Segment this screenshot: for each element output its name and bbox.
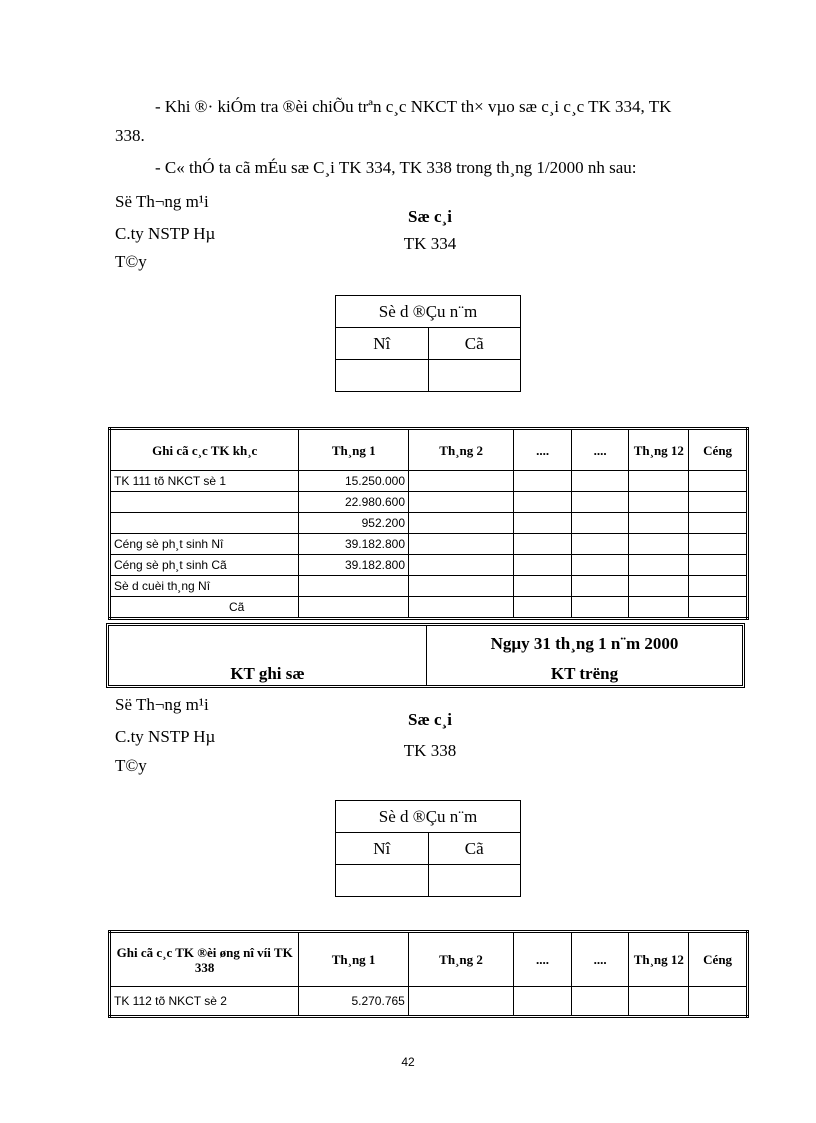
credit-label: Cã [428, 328, 521, 360]
debit-value [336, 360, 429, 392]
table-row: Cã [110, 597, 748, 619]
col-header: .... [571, 932, 629, 987]
credit-label: Cã [428, 833, 521, 865]
ledger-table-2 [108, 930, 749, 1018]
col-header: Th¸ng 2 [408, 932, 513, 987]
chief-accountant-label: KT trëng [550, 664, 619, 683]
org-name-2: Së Th¬ng m¹i [115, 695, 209, 714]
ledger-title-2: Sæ c¸i [408, 710, 452, 729]
table-row: TK 112 tõ NKCT sè 2 5.270.765 [110, 987, 748, 1017]
opening-balance-header: Sè d ®Çu n¨m [336, 801, 521, 833]
col-header: Th¸ng 1 [299, 429, 409, 471]
table-row: Sè d cuèi th¸ng Nî [110, 576, 748, 597]
debit-label: Nî [336, 328, 429, 360]
credit-value [428, 360, 521, 392]
opening-balance-table-1 [335, 295, 521, 392]
intro-line-1: - Khi ®· kiÓm tra ®èi chiÕu trªn c¸c NKCT th× vµo sæ c¸i c¸c TK 334, TK [155, 97, 672, 116]
credit-value [428, 865, 521, 897]
signature-left [109, 626, 427, 685]
ledger-header-row [110, 932, 748, 987]
ledger-header-row [110, 429, 748, 471]
signature-date: Ngµy 31 th¸ng 1 n¨m 2000 [490, 634, 679, 653]
table-row: TK 111 tõ NKCT sè 1 15.250.000 [110, 471, 748, 492]
col-header: Th¸ng 2 [409, 429, 514, 471]
ledger-account-1: TK 334 [403, 234, 457, 253]
org-company-2-cont: T©y [115, 756, 147, 775]
debit-label: Nî [336, 833, 429, 865]
table-row: Céng sè ph¸t sinh Nî 39.182.800 [110, 534, 748, 555]
table-row: Céng sè ph¸t sinh Cã 39.182.800 [110, 555, 748, 576]
col-header: .... [514, 429, 572, 471]
opening-balance-table-2 [335, 800, 521, 897]
col-header: Céng [689, 429, 748, 471]
col-header: .... [571, 429, 629, 471]
org-company-1-cont: T©y [115, 252, 147, 271]
org-company-1: C.ty NSTP Hµ [115, 224, 216, 243]
ledger-title-1: Sæ c¸i [408, 207, 452, 226]
col-header: Th¸ng 12 [629, 429, 689, 471]
col-header: Th¸ng 12 [629, 932, 689, 987]
page-number: 42 [401, 1055, 415, 1069]
ledger-table-1 [108, 427, 749, 620]
table-row: 22.980.600 [110, 492, 748, 513]
debit-value [336, 865, 429, 897]
intro-line-2: - C« thÓ ta cã mÉu sæ C¸i TK 334, TK 338 trong th¸ng 1/2000 nh sau: [155, 158, 637, 177]
col-header: .... [514, 932, 572, 987]
col-header: Ghi cã c¸c TK kh¸c [110, 429, 299, 471]
intro-line-1-cont: 338. [115, 126, 145, 145]
bookkeeper-label: KT ghi sæ [230, 664, 305, 683]
col-header: Céng [689, 932, 748, 987]
col-header: Th¸ng 1 [299, 932, 409, 987]
opening-balance-header: Sè d ®Çu n¨m [336, 296, 521, 328]
col-header: Ghi cã c¸c TK ®èi øng nî víi TK 338 [110, 932, 299, 987]
signature-right [427, 626, 742, 685]
org-company-2: C.ty NSTP Hµ [115, 727, 216, 746]
org-name-1: Së Th¬ng m¹i [115, 192, 209, 211]
table-row: 952.200 [110, 513, 748, 534]
signature-block [106, 623, 745, 688]
ledger-account-2: TK 338 [403, 741, 457, 760]
